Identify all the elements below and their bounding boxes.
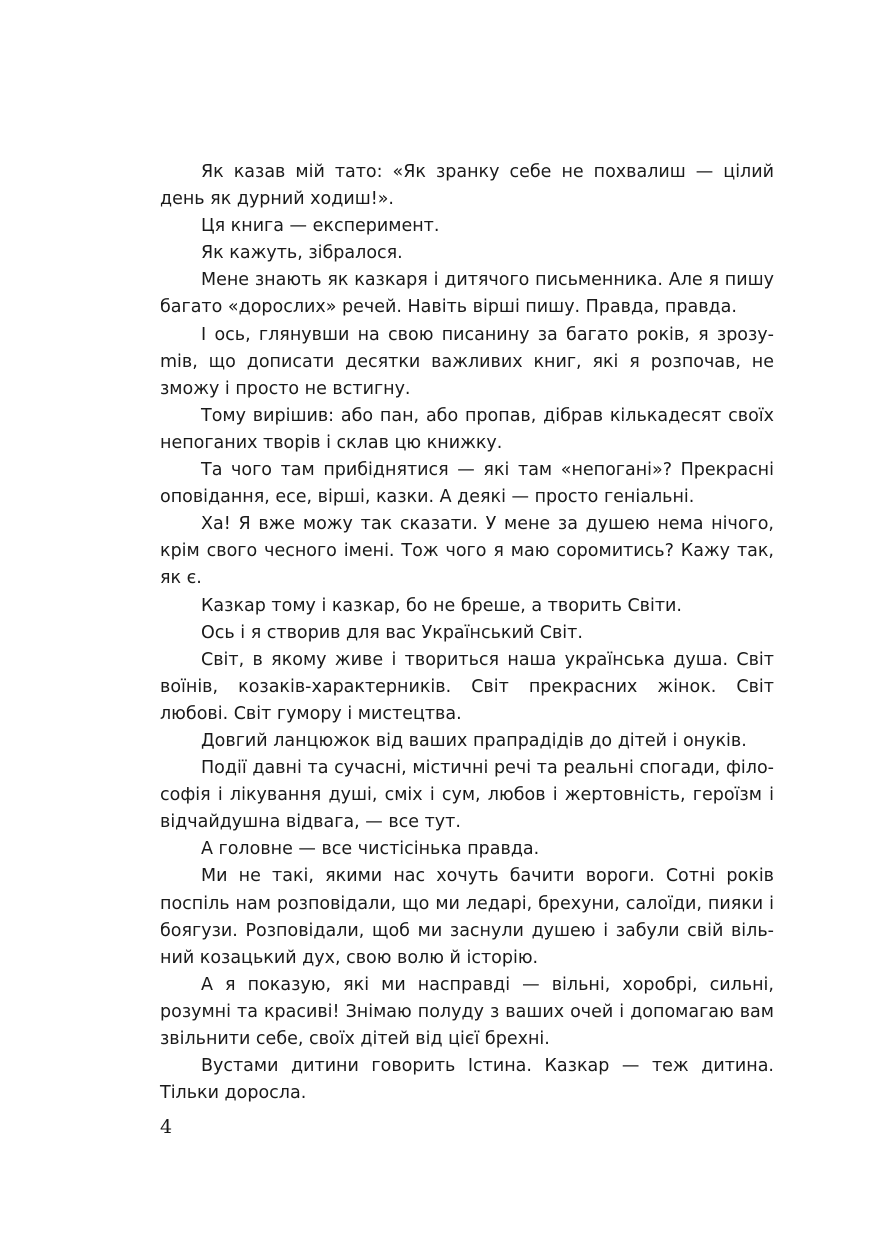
paragraph: Ми не такі, якими нас хочуть бачити вороги. Сотні років поспіль нам розповідали, що ми ледарі, брехуни, салоїди, пияки і боягузи. Розповідали, щоб ми заснули душею і забули свій вільний козацький дух, свою волю й історію. [160,866,774,968]
paragraph: Тому вирішив: або пан, або пропав, дібрав кількадесят своїх непоганих творів і склав цю книжку. [160,405,774,453]
paragraph: Мене знають як казкаря і дитячого письменника. Але я пишу багато «дорослих» речей. Навіть вірші пишу. Правда, правда. [160,270,774,318]
paragraph: Та чого там прибіднятися — які там «непогані»? Прекрасні оповідання, есе, вірші, казки. А деякі — просто геніальні. [160,460,774,508]
paragraph: Ось і я створив для вас Український Світ. [201,622,583,643]
paragraph: І ось, глянувши на свою писанину за багато років, я зрозуmів, що дописати десятки важливих книг, які я розпочав, не зможу і просто не встигну. [160,324,774,399]
paragraph: Вустами дитини говорить Істина. Казкар — теж дитина. Тільки доросла. [160,1056,774,1104]
paragraph: Ха! Я вже можу так сказати. У мене за душею нема нічого, крім свого чесного імені. Тож чого я маю соромитись? Кажу так, як є. [160,514,774,589]
paragraph: А головне — все чистісінька правда. [201,839,540,860]
paragraph: Світ, в якому живе і твориться наша українська душа. Світ воїнів, козаків-характерників. Світ прекрасних жінок. Світ любові. Світ гумору і мистецтва. [160,649,774,724]
paragraph: Ця книга — експеримент. [201,216,440,237]
paragraph: А я показую, які ми насправді — вільні, хоробрі, сильні, розумні та красиві! Знімаю полуду з ваших очей і допомагаю вам звільнити себе, своїх дітей від цієї брехні. [160,974,774,1049]
paragraph: Події давні та сучасні, містичні речі та реальні спогади, філософія і лікування душі, сміх і сум, любов і жертовність, героїзм і відчайдушна відвага, — все тут. [160,758,774,833]
page-number: 4 [160,1116,173,1138]
paragraph: Як казав мій тато: «Як зранку себе не похвалиш — цілий день як дурний ходиш!». [160,162,774,210]
paragraph: Казкар тому і казкар, бо не бреше, а творить Світи. [201,595,682,616]
paragraph: Довгий ланцюжок від ваших прапрадідів до дітей і онуків. [201,730,747,751]
paragraph: Як кажуть, зібралося. [201,243,403,264]
body-text [160,159,774,1107]
